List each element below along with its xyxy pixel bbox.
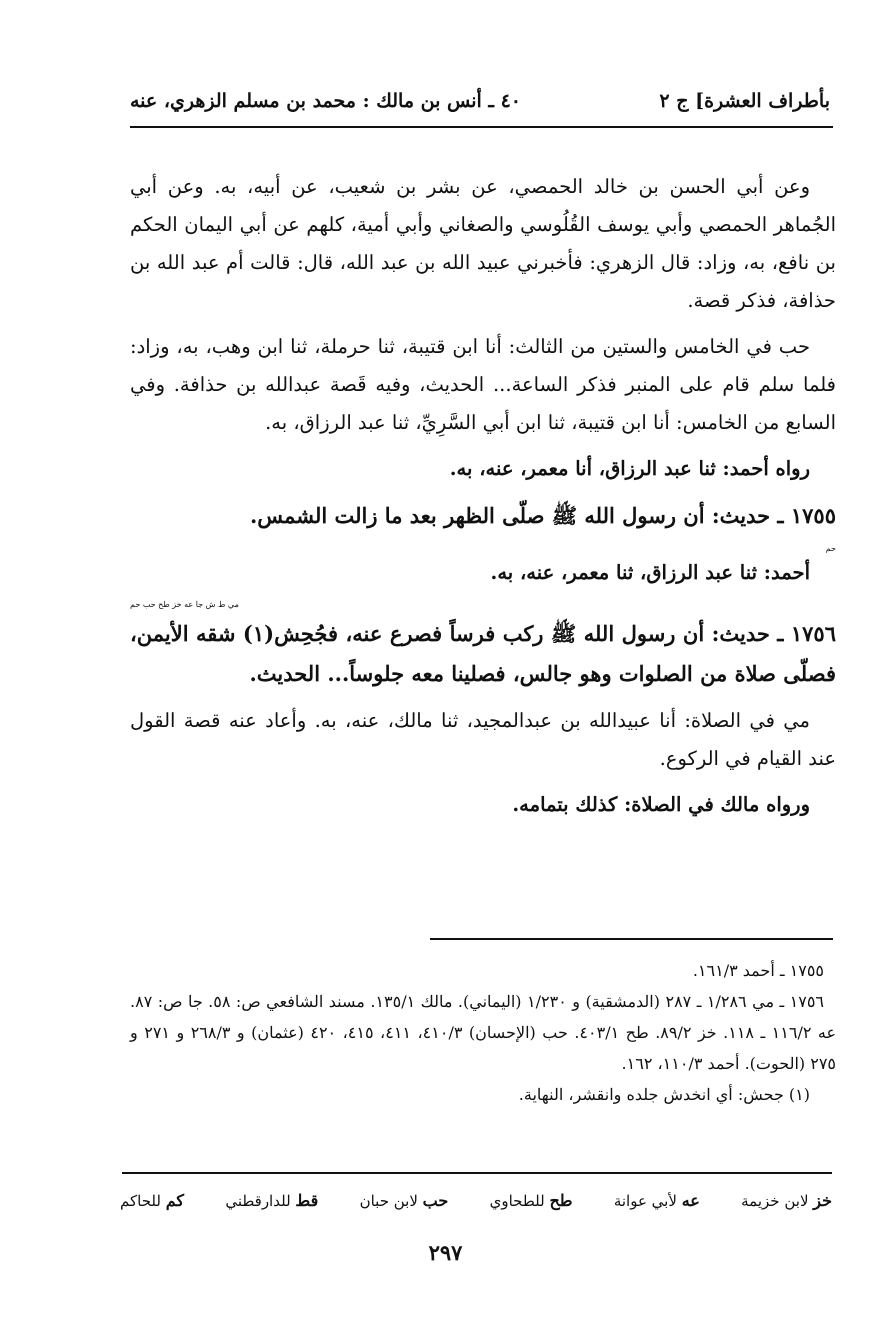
main-text (130, 168, 836, 832)
key-item: حب لابن حبان (359, 1191, 449, 1210)
hadith-1756: ١٧٥٦ ـ حديث: أن رسول الله ﷺ ركب فرساً فصرع عنه، فجُحِش(١) شقه الأيمن، فصلّى صلاة من الصلوات وهو جالس، فصلينا معه جلوساً... الحديث. (130, 621, 836, 686)
sigla-1755: حم (825, 544, 836, 553)
footnote-rule (430, 938, 833, 940)
header-volume-title: بأطراف العشرة] ج ٢ (659, 90, 830, 112)
paragraph-6: ورواه مالك في الصلاة: كذلك بتمامه. (512, 793, 810, 816)
paragraph-2: حب في الخامس والستين من الثالث: أنا ابن قتيبة، ثنا حرملة، ثنا ابن وهب، به، وزاد: فلما سلم قام على المنبر فذكر الساعة... الحديث، وفيه قَصة عبدالله بن حذافة. وفي السابع من الخامس: أنا ابن قتيبة، ثنا ابن أبي السَّرِيِّ، ثنا عبد الرزاق، به. (130, 335, 836, 434)
footnote-note-1: (١) جحش: أي انخدش جلده وانقشر، النهاية. (518, 1085, 810, 1104)
abbreviation-key (120, 1187, 832, 1215)
key-item: خز لابن خزيمة (741, 1191, 832, 1210)
key-item: عه لأبي عوانة (613, 1191, 700, 1210)
key-item: طح للطحاوي (489, 1191, 573, 1210)
paragraph-4: أحمد: ثنا عبد الرزاق، ثنا معمر، عنه، به. (490, 561, 810, 584)
header-chapter-title: ٤٠ ـ أنس بن مالك : محمد بن مسلم الزهري، عنه (130, 90, 521, 112)
key-item: قط للدارقطني (225, 1191, 319, 1210)
footnote-1756: ١٧٥٦ ـ مي ١/٢٨٦ ـ ٢٨٧ (الدمشقية) و ١/٢٣٠ (اليماني). مالك ١٣٥/١. مسند الشافعي ص: ٥٨. جا ص: ٨٧. عه ١١٦/٢ ـ ١١٨. خز ٨٩/٢. طح ٤٠٣/١. حب (الإحسان) ٤١٠/٣، ٤١١، ٤١٥، ٤٢٠ (عثمان) و ٢٦٨/٣ و ٢٧١ و ٢٧٥ (الحوت). أحمد ١١٠/٣، ١٦٢. (130, 992, 837, 1073)
paragraph-1: وعن أبي الحسن بن خالد الحمصي، عن بشر بن شعيب، عن أبيه، به. وعن أبي الجُماهر الحمصي وأبي يوسف القُلُوسي والصغاني وأبي أمية، كلهم عن أبي اليمان الحكم بن نافع، به، وزاد: قال الزهري: فأخبرني عبيد الله بن عبد الله، قال: قالت أم عبد الله بن حذافة، فذكر قصة. (130, 175, 836, 312)
hadith-1755: ١٧٥٥ ـ حديث: أن رسول الله ﷺ صلّى الظهر بعد ما زالت الشمس. (250, 503, 836, 528)
header-rule (130, 126, 833, 128)
running-header (130, 84, 830, 118)
key-rule (122, 1172, 832, 1174)
footnote-1755: ١٧٥٥ ـ أحمد ١٦١/٣. (692, 961, 824, 980)
paragraph-3: رواه أحمد: ثنا عبد الرزاق، أنا معمر، عنه، به. (449, 457, 810, 480)
page-number: ٢٩٧ (428, 1240, 463, 1265)
sigla-1756: مي ط ش جا عه خز طح حب حم (130, 600, 239, 609)
paragraph-5: مي في الصلاة: أنا عبيدالله بن عبدالمجيد، ثنا مالك، عنه، به. وأعاد عنه قصة القول عند القيام في الركوع. (130, 709, 836, 770)
footnotes (130, 955, 836, 1110)
key-item: كم للحاكم (120, 1191, 184, 1210)
